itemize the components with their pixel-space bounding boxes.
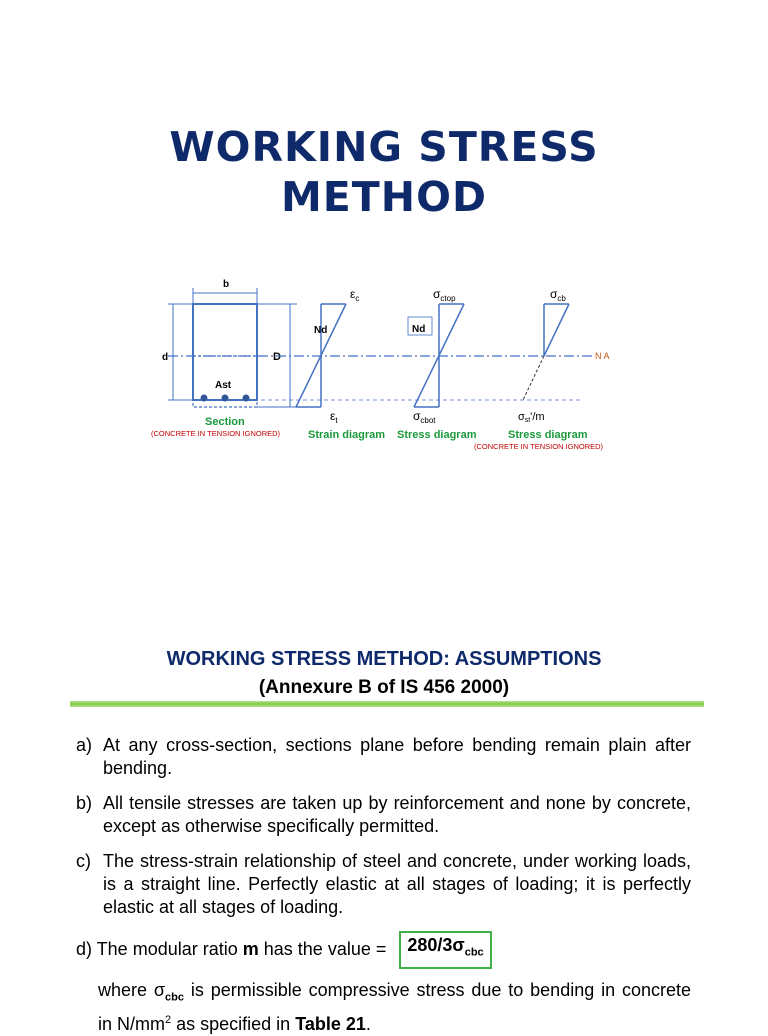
label-b: b [223, 279, 230, 290]
label-ec: $\varepsilon_c$ [350, 287, 360, 303]
label-nd-2: Nd [412, 324, 426, 335]
section-subheading: (Annexure B of IS 456 2000) [258, 677, 510, 698]
label-d: d [162, 352, 169, 363]
label-scbot: $\sigma_{cbot}$ [413, 409, 436, 425]
caption-stress-1: Stress diagram [397, 429, 477, 441]
modular-ratio-line: d) The modular ratio m has the value = $280/3\sigma_{cbc}$ [76, 931, 691, 969]
list-item: c) The stress-strain relationship of steel and concrete, under working loads, is a straight line. Perfectly elastic at all stages of loading; it is perfectly elastic at all stages of loading. [76, 851, 691, 917]
title-line-2: METHOD [281, 173, 487, 221]
assumptions-list [76, 734, 691, 1036]
label-ast: Ast [215, 380, 232, 391]
list-item: b) All tensile stresses are taken up by reinforcement and none by concrete, except as otherwise specifically permitted. [76, 793, 691, 836]
label-nd-1: Nd [314, 325, 328, 336]
divider [70, 701, 704, 707]
title-line-1: WORKING STRESS [169, 123, 599, 171]
label-na: N A [595, 351, 610, 361]
label-sst: σst'/m [518, 411, 545, 424]
stress-strain-diagram [140, 270, 640, 460]
caption-section: Section [205, 416, 245, 428]
rebar-2 [222, 395, 229, 402]
rebar-1 [201, 395, 208, 402]
caption-ignored-2: (CONCRETE IN TENSION IGNORED) [474, 442, 604, 451]
rebar-3 [243, 395, 250, 402]
caption-strain: Strain diagram [308, 429, 386, 441]
label-scb: $\sigma_{cb}$ [550, 287, 566, 303]
formula-box: $280/3\sigma_{cbc}$ [399, 931, 491, 969]
where-note: where $\sigma_{cbc}$ is permissible compressive stress due to bending in concrete in $N/mm^2$ as specified in Table 21. [98, 979, 692, 1035]
label-et: $\varepsilon_t$ [330, 409, 338, 425]
caption-stress-2: Stress diagram [508, 429, 588, 441]
stress-line-2 [544, 304, 569, 356]
caption-ignored-1: (CONCRETE IN TENSION IGNORED) [151, 429, 281, 438]
label-sctop: $\sigma_{ctop}$ [433, 287, 456, 303]
section-heading: WORKING STRESS METHOD: ASSUMPTIONS [166, 648, 602, 670]
page-title [0, 122, 768, 222]
list-item: a) At any cross-section, sections plane before bending remain plain after bending. [76, 735, 691, 778]
label-D: D [273, 351, 281, 363]
